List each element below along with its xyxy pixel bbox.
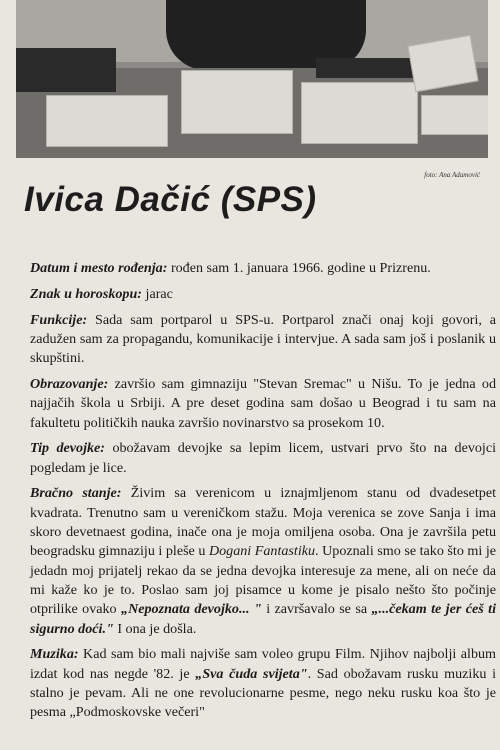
label-birth: Datum i mesto rođenja: bbox=[30, 260, 168, 276]
label-functions: Funkcije: bbox=[30, 311, 88, 328]
article-title: Ivica Dačić (SPS) bbox=[24, 180, 317, 219]
text-music-album: „Sva čuda svijeta" bbox=[195, 665, 308, 682]
photo-credit: foto: Ana Adamović bbox=[424, 171, 480, 179]
paragraph-functions bbox=[30, 311, 496, 369]
text-marital-quote-2: „...čekam te jer ćeš ti sigurno doći." bbox=[30, 601, 496, 637]
text-marital-band: Dogani Fantastiku bbox=[208, 543, 316, 560]
label-marital: Bračno stanje: bbox=[30, 485, 122, 502]
paragraph-music bbox=[30, 645, 496, 722]
text-marital-2: . Upoznali smo se tako što mi je jedadn moj prijatelj rekao da se jedna devojka interesuje za mene, ali on neće da mi kaže ko je to. Poslao sam joj pisamce u kome je pisalo nešto što počinje otprilike ovako bbox=[30, 543, 496, 618]
text-music-2: . Sad obožavam rusku muziku i stalno je pevam. Ali ne one revolucionarne pesme, nego neku rusku koa što je pesma „Podmoskovske večeri" bbox=[30, 665, 496, 721]
text-marital-quote-1: „Nepoznata devojko... " bbox=[121, 601, 262, 618]
text-functions: Sada sam portparol u SPS-u. Portparol znači onaj koji govori, a zadužen sam za propagandu, komunikacije i intervjue. A sada sam još i poslanik u skupštini. bbox=[30, 311, 496, 367]
label-music: Muzika: bbox=[30, 646, 79, 663]
article-body bbox=[30, 259, 496, 729]
text-horoscope: jarac bbox=[142, 285, 173, 302]
paragraph-education bbox=[30, 375, 496, 433]
paragraph-horoscope bbox=[30, 285, 496, 304]
text-marital-3: i završavalo se sa bbox=[261, 601, 372, 618]
label-girl-type: Tip devojke: bbox=[30, 440, 106, 457]
paragraph-birth bbox=[30, 259, 496, 278]
text-music-1: Kad sam bio mali najviše sam voleo grupu Film. Njihov najbolji album izdat kod nas negde '82. je bbox=[30, 646, 496, 682]
paragraph-girl-type bbox=[30, 439, 496, 478]
text-marital-4: I ona je došla. bbox=[113, 620, 197, 637]
header-photo bbox=[16, 0, 488, 158]
text-birth: rođen sam 1. januara 1966. godine u Prizrenu. bbox=[167, 260, 431, 276]
label-education: Obrazovanje: bbox=[30, 375, 109, 392]
label-horoscope: Znak u horoskopu: bbox=[30, 285, 142, 302]
paragraph-marital bbox=[30, 484, 496, 638]
text-marital-1: Živim sa verenicom u iznajmljenom stanu od dvadesetpet kvadrata. Trenutno sam u vereničkom stažu. Moja verenica se zove Sanja i ima skoro devetnaest godina, inače ona je moja omiljena osoba. Ona je završila petu beogradsku gimnaziju i pleše u bbox=[30, 485, 496, 560]
text-education: završio sam gimnaziju "Stevan Sremac" u Nišu. To je jedna od najjačih škola u Srbiji. A pre deset godina sam došao u Beograd i tu sam na fakultetu političkih nauka završio novinarstvo sa prosekom 10. bbox=[30, 375, 496, 431]
text-girl-type: obožavam devojke sa lepim licem, ustvari prvo što na devojci pogledam je lice. bbox=[30, 440, 497, 476]
